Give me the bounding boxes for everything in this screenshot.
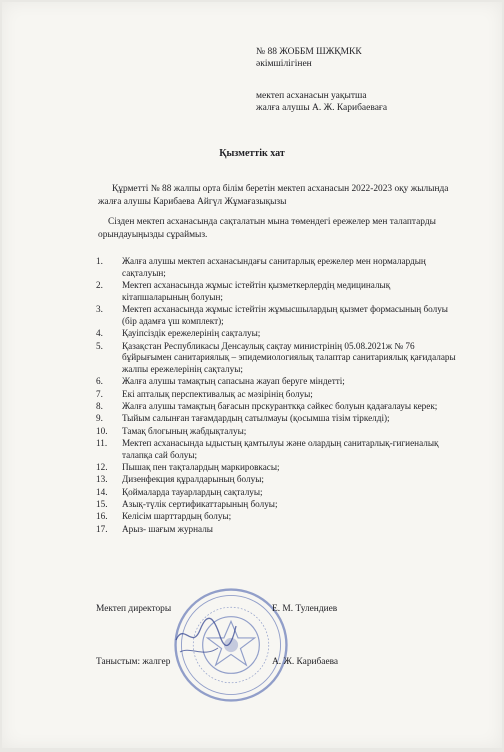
list-item	[96, 304, 456, 328]
list-item-number: 11.	[96, 437, 108, 448]
list-item-number: 12.	[96, 462, 108, 473]
list-item-text: Арыз- шағым журналы	[122, 523, 213, 534]
requirements-list	[96, 256, 456, 536]
header-line: № 88 ЖОББМ ШЖҚМКК	[256, 47, 362, 57]
list-item	[96, 438, 456, 462]
director-signature-row	[96, 604, 476, 614]
list-item	[96, 487, 456, 499]
list-item-text: Екі апталық перспективалық ас мәзірінің болуы;	[122, 388, 313, 399]
list-item-number: 9.	[96, 413, 103, 424]
list-item-text: Тыйым салынған тағамдардың сатылмауы (қосымша тізім тіркелді);	[122, 413, 390, 424]
list-item-text: Келісім шарттардың болуы;	[122, 511, 232, 522]
addressee-block	[256, 46, 387, 114]
director-label: Мектеп директоры	[96, 604, 172, 614]
document-page	[2, 2, 502, 748]
list-item	[96, 499, 456, 511]
list-item	[96, 341, 456, 376]
list-item-text: Жалға алушы тамақтың сапасына жауап беруге міндетті;	[122, 376, 345, 387]
list-item-number: 5.	[96, 340, 103, 351]
list-item	[96, 511, 456, 523]
list-item-number: 15.	[96, 498, 108, 509]
intro-paragraph: Құрметті № 88 жалпы орта білім беретін мектеп асханасын 2022-2023 оқу жылында жалға алушы Карибаева Айгүл Жұмағазықызы	[98, 184, 449, 207]
list-item-number: 1.	[96, 256, 103, 266]
list-item-number: 10.	[96, 425, 108, 436]
header-line: мектеп асханасын уақытша	[256, 91, 367, 101]
list-item-text: Қазақстан Республикасы Денсаулық сақтау министрінің 05.08.2021ж № 76 бұйрығымен санитариялық – эпидемиологиялық талаптар санитариялық қағидалары жалпы ережелерінің сақталуы;	[122, 340, 456, 375]
list-item	[96, 389, 456, 401]
list-item	[96, 474, 456, 486]
list-item-number: 16.	[96, 511, 108, 522]
list-item	[96, 413, 456, 425]
list-item-number: 14.	[96, 486, 108, 497]
list-item-text: Қауіпсіздік ережелерінің сақталуы;	[122, 328, 261, 339]
acknowledgement-name: А. Ж. Карибаева	[272, 657, 339, 667]
list-item-number: 3.	[96, 304, 103, 315]
acknowledgement-label: Таныстым: жалгер	[96, 657, 171, 667]
document-title: Қызметтік хат	[219, 148, 285, 159]
request-paragraph: Сізден мектеп асханасында сақталатын мына төмендегі ережелер мен талаптарды орындауыңызды сұраймыз.	[98, 217, 436, 240]
list-item-text: Азық-түлік сертификаттарының болуы;	[122, 498, 278, 509]
list-item-number: 6.	[96, 376, 103, 387]
list-item-text: Пышақ пен тақталардың маркировкасы;	[122, 462, 280, 473]
list-item	[96, 376, 456, 388]
list-item	[96, 462, 456, 474]
list-item-text: Мектеп асханасында жұмыс істейтін жұмысшылардың қызмет формасының болуы (бір адамға үш комплект);	[122, 304, 448, 326]
director-name: Е. М. Тулендиев	[272, 604, 338, 614]
list-item	[96, 280, 456, 304]
list-item	[96, 524, 456, 536]
list-item	[96, 256, 456, 280]
list-item-number: 2.	[96, 280, 103, 291]
list-item-text: Мектеп асханасында жұмыс істейтін қызметкерлердің медициналық кітапшаларының болуын;	[122, 280, 391, 302]
list-item	[96, 401, 456, 413]
list-item-number: 13.	[96, 474, 108, 485]
list-item-text: Қоймаларда тауарлардың сақталуы;	[122, 486, 263, 497]
header-line: жалға алушы А. Ж. Карибаеваға	[256, 103, 388, 113]
list-item	[96, 426, 456, 438]
list-item-text: Тамақ блогының жабдықталуы;	[122, 425, 247, 436]
list-item-text: Жалға алушы мектеп асханасындағы санитарлық ережелер мен нормалардың сақталуын;	[122, 256, 426, 278]
acknowledgement-row	[96, 657, 476, 667]
list-item-text: Жалға алушы тамақтың бағасын прскуранткқа сәйкес болуын қадағалауы керек;	[122, 401, 438, 412]
list-item-text: Дизенфекция құралдарының болуы;	[122, 474, 264, 485]
list-item	[96, 328, 456, 340]
list-item-number: 17.	[96, 523, 108, 534]
list-item-number: 7.	[96, 388, 103, 399]
header-line: әкімшілігінен	[256, 59, 312, 69]
list-item-text: Мектеп асханасында ыдыстың қамтылуы және олардың санитарлық-гигиеналық талапқа сай болуы;	[122, 437, 439, 460]
list-item-number: 8.	[96, 401, 103, 412]
list-item-number: 4.	[96, 328, 103, 339]
